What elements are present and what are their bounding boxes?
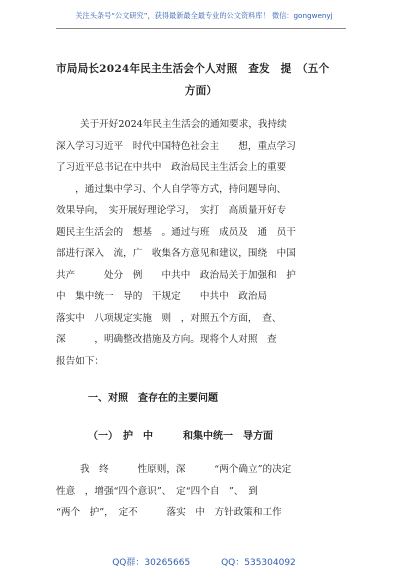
intro-line: ，通过集中学习、个人自学等方式，持问题导向、: [56, 183, 287, 195]
intro-line: 深 ，明确整改措施及方向。现将个人对照 查: [56, 334, 277, 345]
section-heading: 一、对照 查存在的主要问题: [88, 393, 218, 404]
subsection-heading: （一） 护 中 和集中统一 导方面: [88, 431, 273, 442]
body-line: 性意 ，增强“四个意识”、 定“四个自 ”、 到: [56, 485, 258, 497]
section-body-paragraph: [56, 459, 356, 524]
body-line: “两个 护”， 定不 落实 中 方针政策和工作: [56, 507, 282, 518]
document-title: [56, 58, 356, 102]
intro-line: 关于开好2024年民主生活会的通知要求，我持续: [80, 119, 287, 130]
intro-line: 中 集中统一 导的 干规定 中共中 政治局: [56, 291, 277, 302]
intro-line: 了习近平总书记在中共中 政治局民主生活会上的重要: [56, 162, 287, 173]
intro-line: 报告如下：: [56, 355, 104, 367]
footer-qq: QQ：535304092: [221, 558, 296, 568]
title-line-1: 市局局长2024年民主生活会个人对照 查发 提 （五个: [56, 63, 330, 75]
intro-line: 题民主生活会的 想基 。通过与班 成员及 通 员干: [56, 226, 296, 238]
intro-line: 效果导向， 实开展好理论学习， 实打 高质量开好专: [56, 205, 287, 216]
intro-paragraph: [56, 114, 354, 372]
header-divider: [56, 28, 346, 29]
intro-line: 落实中 八项规定实施 则 ，对照五个方面， 查、: [56, 312, 282, 324]
intro-line: 共产 处分 例 中共中 政治局关于加强和 护: [56, 269, 296, 281]
header-banner-text: 关注头条号“公文研究”，获得最新最全最专业的公文资料库！ 微信：gongwenyj: [75, 11, 333, 20]
header-banner: [48, 10, 360, 22]
body-line: 我 终 性原则，深 “两个确立”的决定: [80, 464, 292, 475]
footer-qq-group: QQ群：30265665: [112, 558, 191, 568]
footer-contact: [0, 555, 408, 568]
intro-line: 部进行深入 流，广 收集各方意见和建议，围绕 中国: [56, 248, 296, 259]
intro-line: 深入学习习近平 时代中国特色社会主 想，重点学习: [56, 140, 296, 152]
title-line-2: 方面）: [184, 85, 218, 97]
